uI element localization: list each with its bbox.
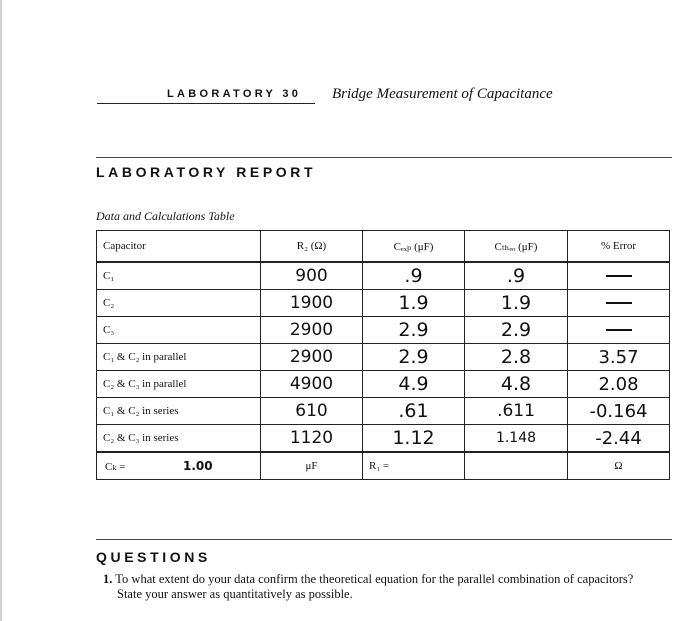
- col-header-cexp: Cₑₓₚ (μF): [363, 231, 465, 263]
- ck-cell: [97, 452, 261, 480]
- table-row: [97, 398, 670, 425]
- r2-cell: 2900: [261, 344, 363, 371]
- r2-cell: 4900: [261, 371, 363, 398]
- question-number: 1.: [103, 572, 113, 586]
- table-row: [97, 344, 670, 371]
- capacitor-cell: C₂ & C₃ in series: [97, 425, 261, 453]
- table-footer-row: [97, 452, 670, 480]
- capacitor-cell: C₁ & C₂ in series: [97, 398, 261, 425]
- table-header-row: [97, 231, 670, 263]
- cexp-cell: .61: [363, 398, 465, 425]
- section-divider-bottom: [96, 539, 672, 540]
- cexp-cell: 2.9: [363, 344, 465, 371]
- error-cell: 2.08: [568, 371, 670, 398]
- header-rule: [97, 103, 315, 104]
- r2-cell: 1900: [261, 290, 363, 317]
- capacitor-cell: C₂: [97, 290, 261, 317]
- table-row: [97, 317, 670, 344]
- capacitor-cell: C₁ & C₂ in parallel: [97, 344, 261, 371]
- lab-title: Bridge Measurement of Capacitance: [332, 86, 553, 102]
- ctheo-cell: .9: [465, 262, 568, 290]
- capacitor-cell: C₃: [97, 317, 261, 344]
- ctheo-cell: 4.8: [465, 371, 568, 398]
- r2-cell: 610: [261, 398, 363, 425]
- cexp-cell: 4.9: [363, 371, 465, 398]
- ck-value: 1.00: [183, 459, 213, 473]
- ctheo-cell: 1.9: [465, 290, 568, 317]
- ctheo-cell: .611: [465, 398, 568, 425]
- questions-heading: QUESTIONS: [96, 549, 211, 565]
- r2-cell: 900: [261, 262, 363, 290]
- question-text-line1: To what extent do your data confirm the theoretical equation for the parallel combination of capacitors?: [115, 572, 634, 586]
- table-caption: Data and Calculations Table: [96, 209, 235, 223]
- cexp-cell: 1.9: [363, 290, 465, 317]
- col-header-error: % Error: [568, 231, 670, 263]
- capacitor-cell: C₂ & C₃ in parallel: [97, 371, 261, 398]
- cexp-cell: 1.12: [363, 425, 465, 453]
- error-cell: [568, 317, 670, 344]
- report-title: LABORATORY REPORT: [96, 164, 317, 180]
- error-dash: [606, 275, 632, 277]
- ck-label: Cₖ =: [105, 461, 126, 473]
- section-divider-top: [96, 157, 672, 158]
- error-cell: -2.44: [568, 425, 670, 453]
- ck-unit-cell: μF: [261, 452, 363, 480]
- question-item: [103, 572, 693, 602]
- col-header-r2: R₂ (Ω): [261, 231, 363, 263]
- error-cell: [568, 290, 670, 317]
- ctheo-cell: 2.9: [465, 317, 568, 344]
- ctheo-cell: 1.148: [465, 425, 568, 453]
- r1-value-cell: [465, 452, 568, 480]
- data-calculations-table: [96, 230, 670, 480]
- table-row: [97, 290, 670, 317]
- error-cell: 3.57: [568, 344, 670, 371]
- table-row: [97, 371, 670, 398]
- lab-number-label: LABORATORY 30: [167, 88, 302, 100]
- error-cell: -0.164: [568, 398, 670, 425]
- table-row: [97, 262, 670, 290]
- r1-label-cell: R₁ =: [363, 452, 465, 480]
- error-dash: [606, 302, 632, 304]
- table-row: [97, 425, 670, 453]
- error-cell: [568, 262, 670, 290]
- capacitor-cell: C₁: [97, 262, 261, 290]
- error-dash: [606, 329, 632, 331]
- cexp-cell: 2.9: [363, 317, 465, 344]
- r2-cell: 1120: [261, 425, 363, 453]
- col-header-ctheo: Cₜₕₑₒ (μF): [465, 231, 568, 263]
- col-header-capacitor: Capacitor: [97, 231, 261, 263]
- r1-unit-cell: Ω: [568, 452, 670, 480]
- question-text-line2: State your answer as quantitatively as possible.: [117, 587, 353, 601]
- page-edge: [0, 0, 2, 621]
- r2-cell: 2900: [261, 317, 363, 344]
- cexp-cell: .9: [363, 262, 465, 290]
- ctheo-cell: 2.8: [465, 344, 568, 371]
